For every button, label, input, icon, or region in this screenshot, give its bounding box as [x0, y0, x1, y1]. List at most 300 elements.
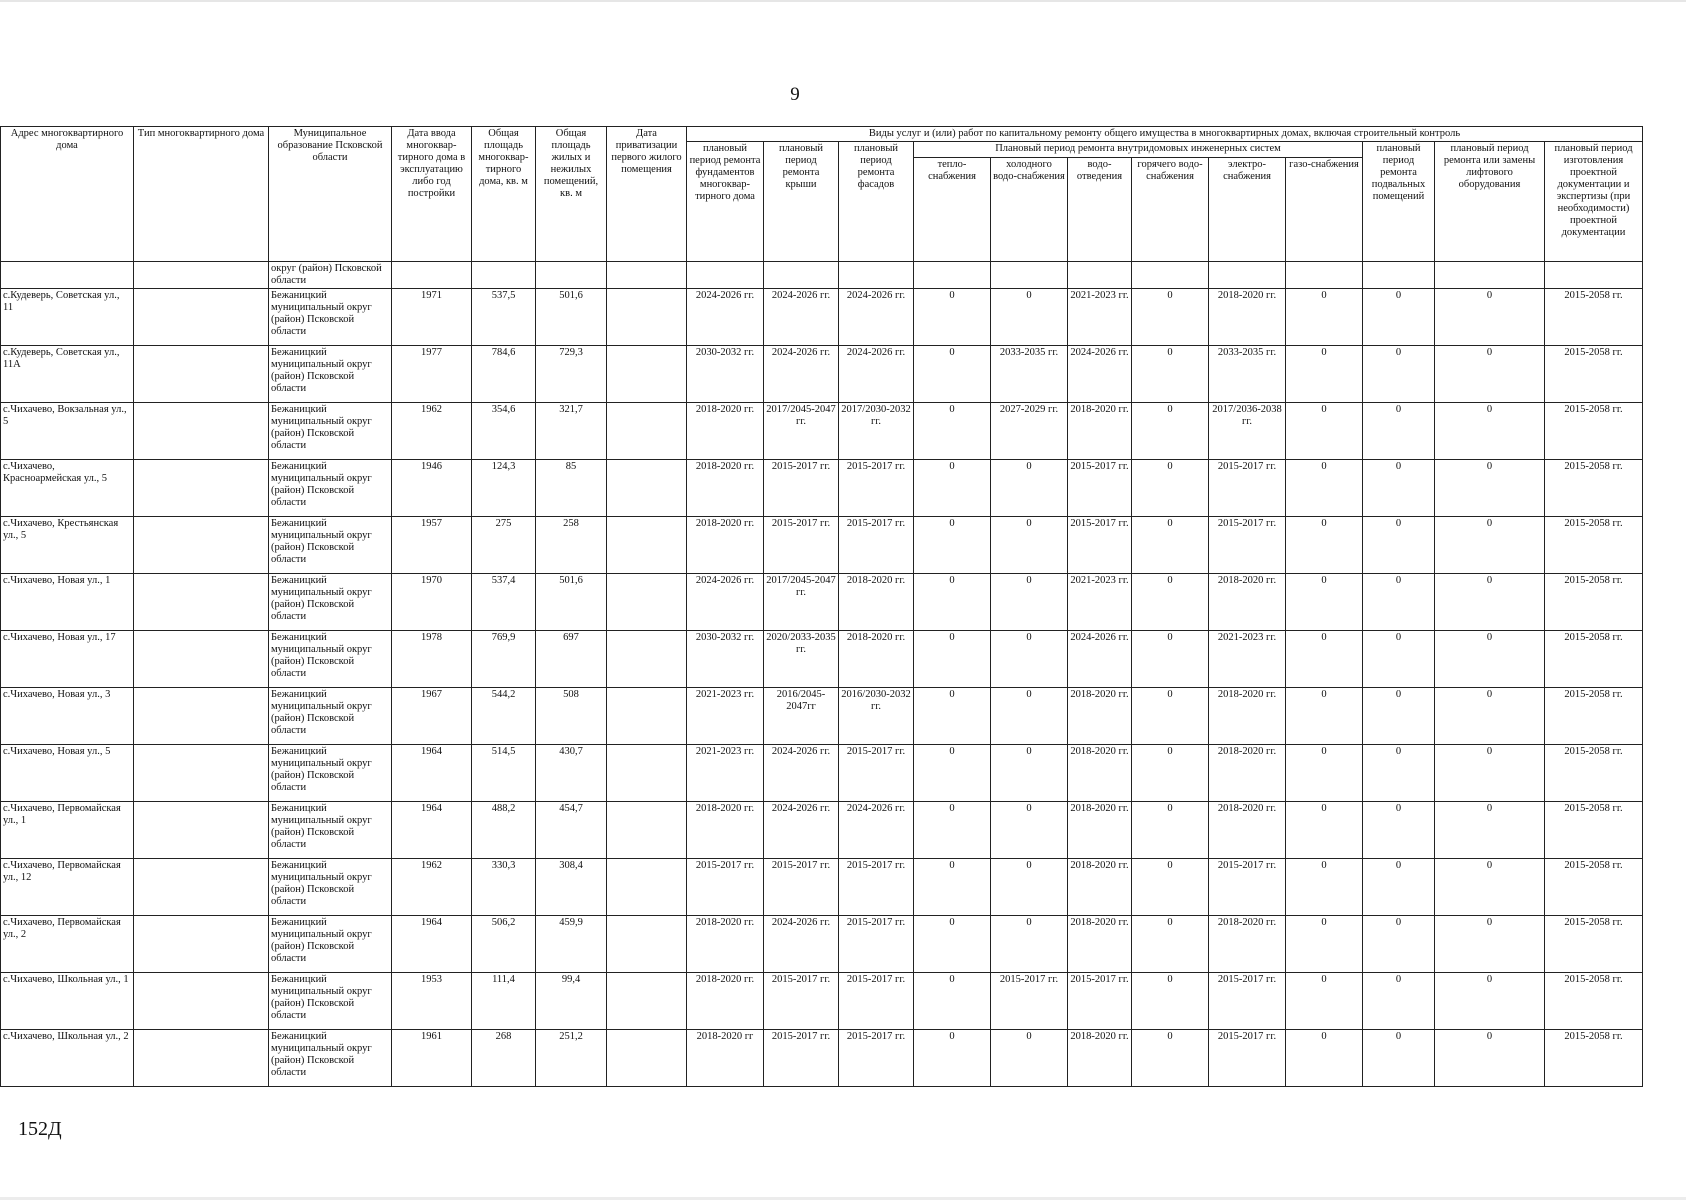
cell-living-area: 321,7 [536, 403, 607, 460]
cell-facade: 2018-2020 гг. [839, 574, 914, 631]
cell-type [134, 745, 269, 802]
cell-elevator: 0 [1435, 346, 1545, 403]
cell-commission-date: 1964 [392, 802, 472, 859]
cell-type [134, 688, 269, 745]
table-row [1, 403, 1643, 460]
cell-foundation: 2024-2026 гг. [687, 574, 764, 631]
cell-facade: 2015-2017 гг. [839, 745, 914, 802]
cell-municipality: Бежаницкий муниципальный округ (район) Псковской области [269, 289, 392, 346]
cell-electricity: 2018-2020 гг. [1209, 574, 1286, 631]
table-row [1, 802, 1643, 859]
cell-roof: 2024-2026 гг. [764, 745, 839, 802]
cell-sewerage: 2021-2023 гг. [1068, 289, 1132, 346]
cell-foundation: 2024-2026 гг. [687, 289, 764, 346]
cell-hot-water: 0 [1132, 916, 1209, 973]
cell-heating: 0 [914, 745, 991, 802]
cell-basement: 0 [1363, 289, 1435, 346]
cell-commission-date: 1946 [392, 460, 472, 517]
cell-address: с.Чихачево, Новая ул., 3 [1, 688, 134, 745]
cell-heating: 0 [914, 403, 991, 460]
cell-sewerage: 2018-2020 гг. [1068, 916, 1132, 973]
cell-commission-date: 1964 [392, 745, 472, 802]
cell-foundation: 2018-2020 гг. [687, 973, 764, 1030]
cell-type [134, 1030, 269, 1087]
cell-heating: 0 [914, 802, 991, 859]
cell-heating: 0 [914, 346, 991, 403]
cell-elevator: 0 [1435, 916, 1545, 973]
cell-project-docs: 2015-2058 гг. [1545, 403, 1643, 460]
header-address: Адрес многоквартирного дома [1, 127, 134, 262]
cell-electricity: 2018-2020 гг. [1209, 289, 1286, 346]
cell-elevator: 0 [1435, 517, 1545, 574]
cell-project-docs: 2015-2058 гг. [1545, 631, 1643, 688]
cell-electricity: 2017/2036-2038 гг. [1209, 403, 1286, 460]
cell-sewerage: 2018-2020 гг. [1068, 403, 1132, 460]
cell-heating: 0 [914, 973, 991, 1030]
cell-heating: 0 [914, 688, 991, 745]
cell-electricity: 2015-2017 гг. [1209, 1030, 1286, 1087]
cell-heating: 0 [914, 631, 991, 688]
cell-total-area: 111,4 [472, 973, 536, 1030]
cell-gas: 0 [1286, 460, 1363, 517]
cell-foundation: 2030-2032 гг. [687, 346, 764, 403]
cell-hot-water: 0 [1132, 973, 1209, 1030]
cell-foundation: 2018-2020 гг. [687, 802, 764, 859]
cell-municipality: Бежаницкий муниципальный округ (район) Псковской области [269, 574, 392, 631]
cell-type [134, 517, 269, 574]
header-commission-date: Дата ввода многоквар-тирного дома в эксплуатацию либо год постройки [392, 127, 472, 262]
cell-basement: 0 [1363, 859, 1435, 916]
cell-project-docs: 2015-2058 гг. [1545, 859, 1643, 916]
cell-basement: 0 [1363, 631, 1435, 688]
cell-hot-water: 0 [1132, 802, 1209, 859]
table-row [1, 859, 1643, 916]
cell-privatization-date [607, 631, 687, 688]
header-municipality: Муниципальное образование Псковской области [269, 127, 392, 262]
table-row [1, 688, 1643, 745]
cell-foundation: 2018-2020 гг. [687, 517, 764, 574]
cell-cold-water: 0 [991, 859, 1068, 916]
capital-repair-table [0, 126, 1643, 1087]
cell-address: с.Кудеверь, Советская ул., 11 [1, 289, 134, 346]
cell-municipality: Бежаницкий муниципальный округ (район) Псковской области [269, 1030, 392, 1087]
cell-elevator: 0 [1435, 289, 1545, 346]
cell-heating: 0 [914, 859, 991, 916]
cell-electricity: 2015-2017 гг. [1209, 973, 1286, 1030]
cell-project-docs: 2015-2058 гг. [1545, 460, 1643, 517]
cell-address: с.Чихачево, Школьная ул., 1 [1, 973, 134, 1030]
cell-facade: 2015-2017 гг. [839, 973, 914, 1030]
header-cold-water: холодного водо-снабжения [991, 158, 1068, 262]
cell-facade: 2024-2026 гг. [839, 289, 914, 346]
cell-privatization-date [607, 916, 687, 973]
cell-basement: 0 [1363, 346, 1435, 403]
cell-address: с.Чихачево, Первомайская ул., 12 [1, 859, 134, 916]
header-facade: плановый период ремонта фасадов [839, 142, 914, 262]
header-engineering-group: Плановый период ремонта внутридомовых инженерных систем [914, 142, 1363, 158]
cell-basement: 0 [1363, 1030, 1435, 1087]
cell-project-docs: 2015-2058 гг. [1545, 916, 1643, 973]
cell-living-area: 85 [536, 460, 607, 517]
table-row [1, 460, 1643, 517]
cell-address: с.Чихачево, Школьная ул., 2 [1, 1030, 134, 1087]
cell-privatization-date [607, 517, 687, 574]
cell-cold-water: 0 [991, 745, 1068, 802]
cell-total-area: 268 [472, 1030, 536, 1087]
cell-sewerage: 2024-2026 гг. [1068, 631, 1132, 688]
header-foundation: плановый период ремонта фундаментов многоквар-тирного дома [687, 142, 764, 262]
cell-roof: 2024-2026 гг. [764, 802, 839, 859]
cell-hot-water: 0 [1132, 460, 1209, 517]
cell-living-area: 501,6 [536, 289, 607, 346]
cell-foundation: 2018-2020 гг. [687, 403, 764, 460]
header-services-group: Виды услуг и (или) работ по капитальному ремонту общего имущества в многоквартирных домах, включая строительный контроль [687, 127, 1643, 142]
header-electricity: электро-снабжения [1209, 158, 1286, 262]
cell-address: с.Чихачево, Вокзальная ул., 5 [1, 403, 134, 460]
table-row [1, 517, 1643, 574]
cell-municipality: Бежаницкий муниципальный округ (район) Псковской области [269, 973, 392, 1030]
cell-hot-water: 0 [1132, 745, 1209, 802]
cell-gas: 0 [1286, 289, 1363, 346]
cell-hot-water: 0 [1132, 403, 1209, 460]
cell-foundation: 2030-2032 гг. [687, 631, 764, 688]
cell-address: с.Чихачево, Новая ул., 1 [1, 574, 134, 631]
cell-sewerage: 2018-2020 гг. [1068, 802, 1132, 859]
cell-cold-water: 2015-2017 гг. [991, 973, 1068, 1030]
cell-commission-date: 1970 [392, 574, 472, 631]
cell-roof: 2024-2026 гг. [764, 289, 839, 346]
cell-heating: 0 [914, 916, 991, 973]
header-hot-water: горячего водо-снабжения [1132, 158, 1209, 262]
cell-address: с.Чихачево, Новая ул., 5 [1, 745, 134, 802]
cell-basement: 0 [1363, 973, 1435, 1030]
cell-type [134, 346, 269, 403]
cell-heating: 0 [914, 517, 991, 574]
cell-municipality: Бежаницкий муниципальный округ (район) Псковской области [269, 745, 392, 802]
cell-foundation: 2018-2020 гг. [687, 916, 764, 973]
cell-electricity: 2018-2020 гг. [1209, 688, 1286, 745]
cell-gas: 0 [1286, 1030, 1363, 1087]
cell-total-area: 354,6 [472, 403, 536, 460]
cell-municipality: Бежаницкий муниципальный округ (район) Псковской области [269, 517, 392, 574]
cell-living-area: 258 [536, 517, 607, 574]
cell-elevator: 0 [1435, 859, 1545, 916]
cell-basement: 0 [1363, 688, 1435, 745]
cell-basement: 0 [1363, 403, 1435, 460]
cell-living-area: 697 [536, 631, 607, 688]
cell-living-area: 308,4 [536, 859, 607, 916]
header-heating: тепло-снабжения [914, 158, 991, 262]
cell-total-area: 506,2 [472, 916, 536, 973]
cell-facade: 2016/2030-2032 гг. [839, 688, 914, 745]
cell-total-area: 488,2 [472, 802, 536, 859]
cell-type [134, 859, 269, 916]
cell-type [134, 802, 269, 859]
cell-municipality: Бежаницкий муниципальный округ (район) Псковской области [269, 916, 392, 973]
cell-facade: 2015-2017 гг. [839, 916, 914, 973]
cell-privatization-date [607, 346, 687, 403]
cell-cold-water: 0 [991, 517, 1068, 574]
cell-basement: 0 [1363, 460, 1435, 517]
cell-address: с.Чихачево, Новая ул., 17 [1, 631, 134, 688]
cell-gas: 0 [1286, 346, 1363, 403]
cell-living-area: 430,7 [536, 745, 607, 802]
cell-living-area: 459,9 [536, 916, 607, 973]
cell-hot-water: 0 [1132, 517, 1209, 574]
cell-sewerage: 2018-2020 гг. [1068, 688, 1132, 745]
cell-electricity: 2015-2017 гг. [1209, 859, 1286, 916]
table-row [1, 574, 1643, 631]
cell-elevator: 0 [1435, 460, 1545, 517]
cell-privatization-date [607, 973, 687, 1030]
header-sewerage: водо-отведения [1068, 158, 1132, 262]
cell-privatization-date [607, 574, 687, 631]
header-project-docs: плановый период изготовления проектной документации и экспертизы (при необходимости) проектной документации [1545, 142, 1643, 262]
cell-project-docs: 2015-2058 гг. [1545, 802, 1643, 859]
page-number: 9 [790, 84, 800, 105]
cell-commission-date: 1964 [392, 916, 472, 973]
cell-electricity: 2018-2020 гг. [1209, 745, 1286, 802]
cell-foundation: 2018-2020 гг. [687, 460, 764, 517]
table-row [1, 745, 1643, 802]
cell-cold-water: 2033-2035 гг. [991, 346, 1068, 403]
header-elevator: плановый период ремонта или замены лифтового оборудования [1435, 142, 1545, 262]
page-code: 152Д [18, 1118, 62, 1140]
cell-roof: 2024-2026 гг. [764, 916, 839, 973]
cell-facade: 2015-2017 гг. [839, 517, 914, 574]
cell-heating: 0 [914, 574, 991, 631]
table-body [1, 289, 1643, 1087]
cell-municipality: Бежаницкий муниципальный округ (район) Псковской области [269, 859, 392, 916]
cell-basement: 0 [1363, 574, 1435, 631]
cell-privatization-date [607, 289, 687, 346]
header-privatization-date: Дата приватизации первого жилого помещения [607, 127, 687, 262]
cell-type [134, 916, 269, 973]
cell-electricity: 2033-2035 гг. [1209, 346, 1286, 403]
cell-hot-water: 0 [1132, 859, 1209, 916]
cell-hot-water: 0 [1132, 574, 1209, 631]
cell-living-area: 454,7 [536, 802, 607, 859]
cell-gas: 0 [1286, 403, 1363, 460]
table-row [1, 631, 1643, 688]
cell-cold-water: 0 [991, 460, 1068, 517]
cell-elevator: 0 [1435, 631, 1545, 688]
cell-privatization-date [607, 745, 687, 802]
cell-municipality: Бежаницкий муниципальный округ (район) Псковской области [269, 802, 392, 859]
scan-edge-top [0, 0, 1686, 2]
cell-facade: 2018-2020 гг. [839, 631, 914, 688]
cell-privatization-date [607, 460, 687, 517]
cell-gas: 0 [1286, 916, 1363, 973]
cell-commission-date: 1962 [392, 859, 472, 916]
cell-total-area: 769,9 [472, 631, 536, 688]
cell-address: с.Кудеверь, Советская ул., 11А [1, 346, 134, 403]
cell-project-docs: 2015-2058 гг. [1545, 745, 1643, 802]
cell-gas: 0 [1286, 745, 1363, 802]
cell-sewerage: 2015-2017 гг. [1068, 460, 1132, 517]
cell-municipality: Бежаницкий муниципальный округ (район) Псковской области [269, 460, 392, 517]
cell-sewerage: 2015-2017 гг. [1068, 973, 1132, 1030]
cell-gas: 0 [1286, 802, 1363, 859]
cell-project-docs: 2015-2058 гг. [1545, 973, 1643, 1030]
cell-project-docs: 2015-2058 гг. [1545, 517, 1643, 574]
cell-roof: 2017/2045-2047 гг. [764, 403, 839, 460]
cell-hot-water: 0 [1132, 1030, 1209, 1087]
cell-hot-water: 0 [1132, 688, 1209, 745]
cell-municipality: округ (район) Псковской области [269, 262, 392, 289]
cell-elevator: 0 [1435, 574, 1545, 631]
cell-gas: 0 [1286, 631, 1363, 688]
cell-gas: 0 [1286, 517, 1363, 574]
cell-privatization-date [607, 859, 687, 916]
cell-roof: 2015-2017 гг. [764, 973, 839, 1030]
cell-heating: 0 [914, 289, 991, 346]
cell-commission-date: 1977 [392, 346, 472, 403]
cell-roof: 2020/2033-2035 гг. [764, 631, 839, 688]
cell-address: с.Чихачево, Первомайская ул., 2 [1, 916, 134, 973]
cell-type [134, 973, 269, 1030]
cell-total-area: 784,6 [472, 346, 536, 403]
cell-roof: 2015-2017 гг. [764, 460, 839, 517]
cell-electricity: 2015-2017 гг. [1209, 460, 1286, 517]
cell-elevator: 0 [1435, 745, 1545, 802]
header-basement: плановый период ремонта подвальных помещений [1363, 142, 1435, 262]
cell-total-area: 537,5 [472, 289, 536, 346]
table-row [1, 1030, 1643, 1087]
header-roof: плановый период ремонта крыши [764, 142, 839, 262]
table-row [1, 289, 1643, 346]
cell-heating: 0 [914, 460, 991, 517]
cell-hot-water: 0 [1132, 631, 1209, 688]
cell-living-area: 251,2 [536, 1030, 607, 1087]
cell-total-area: 275 [472, 517, 536, 574]
cell-project-docs: 2015-2058 гг. [1545, 289, 1643, 346]
cell-basement: 0 [1363, 802, 1435, 859]
header-type: Тип многоквартирного дома [134, 127, 269, 262]
cell-electricity: 2018-2020 гг. [1209, 802, 1286, 859]
cell-gas: 0 [1286, 574, 1363, 631]
cell-privatization-date [607, 403, 687, 460]
cell-elevator: 0 [1435, 403, 1545, 460]
cell-total-area: 544,2 [472, 688, 536, 745]
cell-municipality: Бежаницкий муниципальный округ (район) Псковской области [269, 346, 392, 403]
cell-roof: 2015-2017 гг. [764, 517, 839, 574]
cell-facade: 2024-2026 гг. [839, 346, 914, 403]
cell-cold-water: 0 [991, 802, 1068, 859]
cell-sewerage: 2018-2020 гг. [1068, 745, 1132, 802]
cell-hot-water: 0 [1132, 289, 1209, 346]
cell-type [134, 289, 269, 346]
cell-facade: 2015-2017 гг. [839, 1030, 914, 1087]
cell-type [134, 574, 269, 631]
cell-elevator: 0 [1435, 688, 1545, 745]
cell-living-area: 508 [536, 688, 607, 745]
cell-sewerage: 2018-2020 гг. [1068, 1030, 1132, 1087]
cell-total-area: 330,3 [472, 859, 536, 916]
header-living-area: Общая площадь жилых и нежилых помещений, кв. м [536, 127, 607, 262]
cell-total-area: 124,3 [472, 460, 536, 517]
cell-commission-date: 1978 [392, 631, 472, 688]
cell-type [134, 460, 269, 517]
cell-commission-date: 1971 [392, 289, 472, 346]
cell-cold-water: 0 [991, 289, 1068, 346]
table-row-continuation [1, 262, 1643, 289]
cell-facade: 2015-2017 гг. [839, 859, 914, 916]
cell-cold-water: 0 [991, 688, 1068, 745]
cell-basement: 0 [1363, 916, 1435, 973]
cell-foundation: 2015-2017 гг. [687, 859, 764, 916]
cell-roof: 2017/2045-2047 гг. [764, 574, 839, 631]
cell-electricity: 2021-2023 гг. [1209, 631, 1286, 688]
cell-project-docs: 2015-2058 гг. [1545, 346, 1643, 403]
cell-cold-water: 2027-2029 гг. [991, 403, 1068, 460]
table-row [1, 346, 1643, 403]
cell-hot-water: 0 [1132, 346, 1209, 403]
cell-municipality: Бежаницкий муниципальный округ (район) Псковской области [269, 688, 392, 745]
cell-gas: 0 [1286, 688, 1363, 745]
cell-address: с.Чихачево, Крестьянская ул., 5 [1, 517, 134, 574]
cell-cold-water: 0 [991, 574, 1068, 631]
cell-roof: 2016/2045-2047гг [764, 688, 839, 745]
cell-facade: 2017/2030-2032 гг. [839, 403, 914, 460]
cell-type [134, 403, 269, 460]
cell-privatization-date [607, 688, 687, 745]
cell-project-docs: 2015-2058 гг. [1545, 1030, 1643, 1087]
table-row [1, 973, 1643, 1030]
cell-commission-date: 1953 [392, 973, 472, 1030]
cell-type [134, 631, 269, 688]
cell-address: с.Чихачево, Красноармейская ул., 5 [1, 460, 134, 517]
cell-elevator: 0 [1435, 973, 1545, 1030]
cell-privatization-date [607, 802, 687, 859]
cell-project-docs: 2015-2058 гг. [1545, 574, 1643, 631]
cell-heating: 0 [914, 1030, 991, 1087]
cell-municipality: Бежаницкий муниципальный округ (район) Псковской области [269, 631, 392, 688]
cell-foundation: 2021-2023 гг. [687, 688, 764, 745]
header-gas: газо-снабжения [1286, 158, 1363, 262]
cell-commission-date: 1962 [392, 403, 472, 460]
cell-cold-water: 0 [991, 1030, 1068, 1087]
cell-facade: 2024-2026 гг. [839, 802, 914, 859]
cell-gas: 0 [1286, 859, 1363, 916]
cell-facade: 2015-2017 гг. [839, 460, 914, 517]
cell-privatization-date [607, 1030, 687, 1087]
cell-living-area: 99,4 [536, 973, 607, 1030]
cell-living-area: 729,3 [536, 346, 607, 403]
cell-sewerage: 2024-2026 гг. [1068, 346, 1132, 403]
cell-sewerage: 2018-2020 гг. [1068, 859, 1132, 916]
cell-commission-date: 1967 [392, 688, 472, 745]
cell-municipality: Бежаницкий муниципальный округ (район) Псковской области [269, 403, 392, 460]
cell-elevator: 0 [1435, 1030, 1545, 1087]
cell-total-area: 514,5 [472, 745, 536, 802]
cell-roof: 2015-2017 гг. [764, 859, 839, 916]
cell-gas: 0 [1286, 973, 1363, 1030]
cell-cold-water: 0 [991, 916, 1068, 973]
cell-basement: 0 [1363, 745, 1435, 802]
cell-address: с.Чихачево, Первомайская ул., 1 [1, 802, 134, 859]
cell-roof: 2015-2017 гг. [764, 1030, 839, 1087]
cell-sewerage: 2015-2017 гг. [1068, 517, 1132, 574]
cell-cold-water: 0 [991, 631, 1068, 688]
cell-commission-date: 1961 [392, 1030, 472, 1087]
header-total-area: Общая площадь многоквар-тирного дома, кв. м [472, 127, 536, 262]
cell-sewerage: 2021-2023 гг. [1068, 574, 1132, 631]
cell-electricity: 2018-2020 гг. [1209, 916, 1286, 973]
cell-electricity: 2015-2017 гг. [1209, 517, 1286, 574]
cell-commission-date: 1957 [392, 517, 472, 574]
cell-living-area: 501,6 [536, 574, 607, 631]
